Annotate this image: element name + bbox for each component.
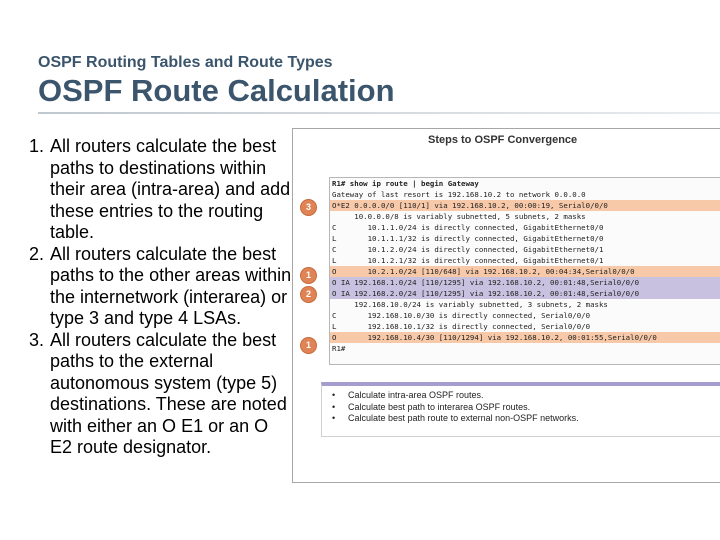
- console-line: O 10.2.1.0/24 [110/648] via 192.168.10.2, 00:04:34,Serial0/0/0: [330, 266, 720, 277]
- slide-title: OSPF Route Calculation: [38, 73, 395, 108]
- bullet-icon: •: [332, 390, 336, 400]
- step-item: [20, 136, 292, 244]
- console-line: L 10.1.2.1/32 is directly connected, GigabitEthernet0/1: [332, 256, 604, 265]
- convergence-figure: [292, 128, 720, 483]
- legend-item: • Calculate best path route to external non-OSPF networks.: [332, 413, 579, 423]
- step-1-badge: 1: [301, 268, 316, 283]
- step-3-badge: 3: [301, 200, 316, 215]
- step-number: 1.: [28, 136, 44, 156]
- step-1-badge: 1: [301, 338, 316, 353]
- legend-item: • Calculate intra-area OSPF routes.: [332, 390, 484, 400]
- console-line: C 10.1.2.0/24 is directly connected, GigabitEthernet0/1: [332, 245, 604, 254]
- console-line: 192.168.10.0/24 is variably subnetted, 3 subnets, 2 masks: [332, 300, 608, 309]
- console-line: L 10.1.1.1/32 is directly connected, GigabitEthernet0/0: [332, 234, 604, 243]
- console-line: C 10.1.1.0/24 is directly connected, GigabitEthernet0/0: [332, 223, 604, 232]
- slide-subtitle: OSPF Routing Tables and Route Types: [38, 54, 333, 71]
- router-console-output: [329, 177, 720, 365]
- console-line: O IA 192.168.2.0/24 [110/1295] via 192.168.10.2, 00:01:48,Serial0/0/0: [330, 288, 720, 299]
- step-number: 2.: [28, 243, 44, 264]
- console-line: O*E2 0.0.0.0/0 [110/1] via 192.168.10.2, 00:00:19, Serial0/0/0: [330, 200, 720, 211]
- step-number: 3.: [28, 329, 44, 350]
- step-text: All routers calculate the best paths to the external autonomous system (type 5) destinations. These are noted with either an O E1 or an O E2 route designator.: [50, 329, 287, 457]
- legend-item: • Calculate best path to interarea OSPF routes.: [332, 401, 531, 412]
- steps-legend: [321, 382, 720, 437]
- console-line: R1# show ip route | begin Gateway: [332, 179, 479, 188]
- title-divider: [38, 112, 720, 114]
- step-2-badge: 2: [301, 287, 316, 302]
- console-line: C 192.168.10.0/30 is directly connected, Serial0/0/0: [332, 311, 591, 320]
- step-text: All routers calculate the best paths to the other areas within the internetwork (interarea) or type 3 and type 4 LSAs.: [50, 243, 292, 328]
- console-line: Gateway of last resort is 192.168.10.2 to network 0.0.0.0: [332, 190, 586, 199]
- console-line: O IA 192.168.1.0/24 [110/1295] via 192.168.10.2, 00:01:48,Serial0/0/0: [330, 277, 720, 288]
- console-line: L 192.168.10.1/32 is directly connected, Serial0/0/0: [332, 322, 591, 331]
- step-text: All routers calculate the best paths to destinations within their area (intra-area) and add these entries to the routing table.: [50, 136, 291, 242]
- bullet-icon: •: [332, 413, 336, 423]
- console-line: 10.0.0.0/8 is variably subnetted, 5 subnets, 2 masks: [332, 212, 586, 221]
- figure-title: Steps to OSPF Convergence: [428, 134, 578, 146]
- console-line: R1#: [332, 344, 346, 353]
- steps-list: [20, 136, 292, 459]
- step-item: [20, 330, 292, 459]
- console-line: O 192.168.10.4/30 [110/1294] via 192.168.10.2, 00:01:55,Serial0/0/0: [330, 332, 720, 343]
- bullet-icon: •: [332, 401, 336, 412]
- step-item: [20, 244, 292, 330]
